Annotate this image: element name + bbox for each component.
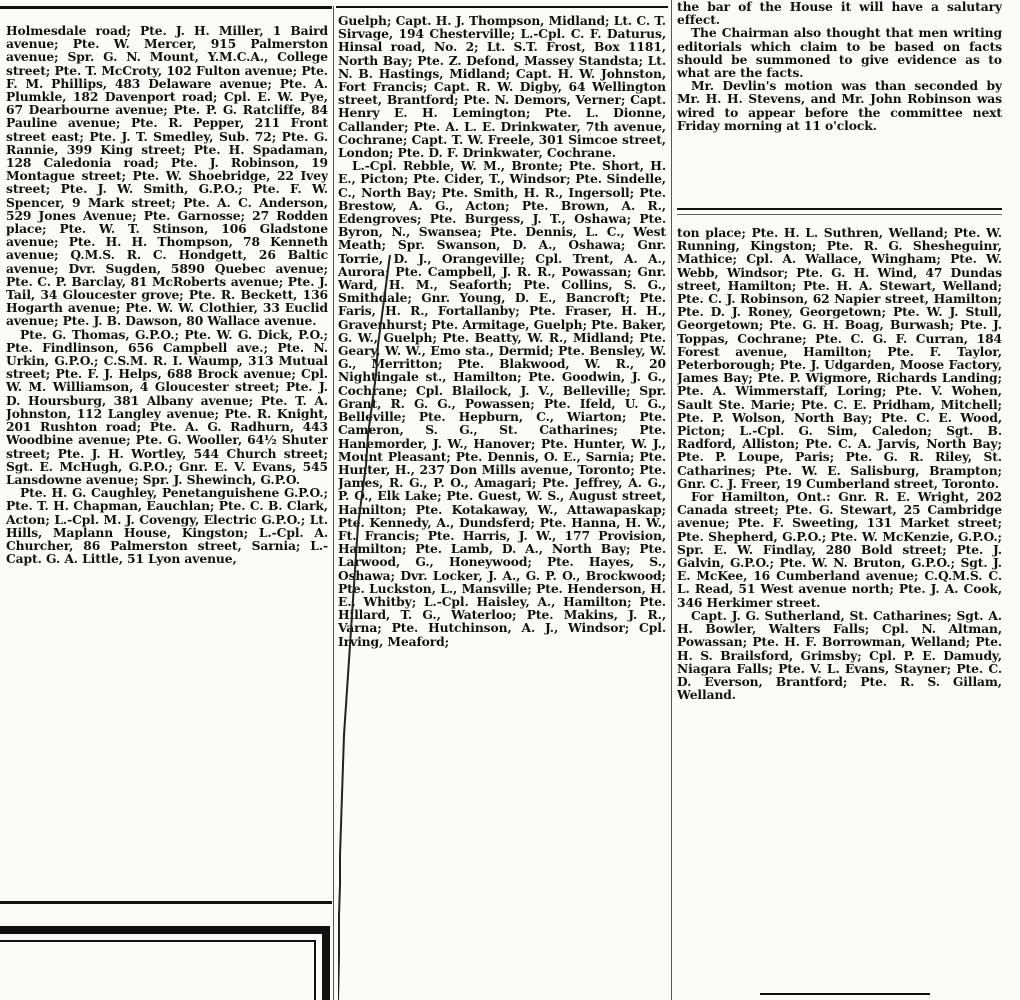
col3-bottom-paragraph-2: For Hamilton, Ont.: Gnr. R. E. Wright, 202 Canada street; Pte. G. Stewart, 25 Cambridge avenue; Pte. F. Sweeting, 131 Market street; Pte. Shepherd, G.P.O.; Pte. W. McKenzie, G.P.O.; Spr. E. W. Findlay, 280 Bold street; Pte. J. Galvin, G.P.O.; Pte. W. N. Bruton, G.P.O.; Sgt. J. E. McKee, 16 Cumberland avenue; C.Q.M.S. C. L. Read, 51 West avenue north; Pte. J. A. Cook, 346 Herkimer street.: [677, 489, 1002, 610]
col3-top-paragraph-2: The Chairman also thought that men writing editorials which claim to be based on facts should be summoned to give evidence as to what are the facts.: [677, 25, 1002, 81]
col3-bottom-paragraph-3: Capt. J. G. Sutherland, St. Catharines; Sgt. A. H. Bowler, Walters Falls; Cpl. N. Altman, Powassan; Pte. H. F. Borrowman, Welland; Pte. H. S. Brailsford, Grimsby; Cpl. P. E. Damudy, Niagara Falls; Pte. V. L. Evans, Stayner; Pte. C. D. Everson, Brantford; Pte. R. S. Gillam, Welland.: [677, 607, 1002, 703]
frame-corner-inner-top: [0, 940, 316, 942]
frame-corner-inner-side: [314, 940, 316, 1000]
col3-top-paragraph-1: the bar of the House it will have a salutary effect.: [677, 0, 1002, 28]
column-3-end-rule: [760, 993, 930, 995]
col2-paragraph-1: Guelph; Capt. H. J. Thompson, Midland; Lt. C. T. Sirvage, 194 Chesterville; L.-Cpl. C. F. Daturus, Hinsal road, No. 2; Lt. S.T. Frost, Box 1181, North Bay; Pte. Z. Defond, Massey Standsta; Lt. N. B. Hastings, Midland; Capt. H. W. Johnston, Fort Francis; Capt. R. W. Digby, 64 Wellington street, Brantford; Pte. N. Demors, Verner; Capt. Henry E. H. Lemington; Pte. L. Dionne, Callander; Pte. A. L. E. Drinkwater, 7th avenue, Cochrane; Capt. T. W. Freele, 301 Simcoe street, London; Pte. D. F. Drinkwater, Cochrane.: [338, 14, 666, 161]
frame-corner-top: [0, 926, 330, 934]
col1-paragraph-1: Holmesdale road; Pte. J. H. Miller, 1 Baird avenue; Pte. W. Mercer, 915 Palmerston avenue; Spr. G. N. Mount, Y.M.C.A., College street; Pte. T. McCroty, 102 Fulton avenue; Pte. F. M. Phillips, 483 Delaware avenue; Pte. A. Plumkle, 182 Davenport road; Cpl. E. W. Pye, 67 Dearbourne avenue; Pte. P. G. Ratcliffe, 84 Pauline avenue; Pte. R. Pepper, 211 Front street east; Pte. J. T. Smedley, Sub. 72; Pte. G. Rannie, 399 King street; Pte. H. Spadaman, 128 Caledonia road; Pte. J. Robinson, 19 Montague street; Pte. W. Shoebridge, 22 Ivey street; Pte. J. W. Smith, G.P.O.; Pte. F. W. Spencer, 9 Mark street; Pte. A. C. Anderson, 529 Jones Avenue; Pte. Garnosse; 27 Rodden place; Pte. W. T. Stinson, 106 Gladstone avenue; Pte. H. H. Thompson, 78 Kenneth avenue; Q.M.S. R. C. Hondgett, 26 Baltic avenue; Dvr. Sugden, 5890 Quebec avenue; Pte. C. P. Barclay, 81 McRoberts avenue; Pte. J. Tail, 34 Gloucester grove; Pte. R. Beckett, 136 Hogarth avenue; Pte. W. W. Clothier, 33 Euclid avenue; Pte. J. B. Dawson, 80 Wallace avenue.: [6, 24, 328, 329]
column-3-section-rule-2: [677, 214, 1002, 215]
column-1: [6, 24, 328, 896]
frame-corner-side: [322, 926, 330, 1000]
col3-bottom-paragraph-1: ton place; Pte. H. L. Suthren, Welland; Pte. W. Running, Kingston; Pte. R. G. Shesheguinr, Mathice; Cpl. A. Wallace, Wingham; Pte. W. Webb, Windsor; Pte. G. H. Wind, 47 Dundas street, Hamilton; Pte. H. A. Stewart, Welland; Pte. C. J. Robinson, 62 Napier street, Hamilton; Pte. D. J. Roney, Georgetown; Pte. W. J. Stull, Georgetown; Pte. G. H. Boag, Burwash; Pte. J. Toppas, Cochrane; Pte. C. G. F. Curran, 184 Forest avenue, Hamilton; Pte. F. Taylor, Peterborough; Pte. J. Udgarden, Moose Factory, James Bay; Pte. P. Wigmore, Richards Landing; Pte. A. Wimmerstaff, Loring; Pte. V. Wohen, Sault Ste. Marie; Pte. C. E. Pridham, Mitchell; Pte. P. Wolson, North Bay; Pte. C. E. Wood, Picton; L.-Cpl. G. Sim, Caledon; Sgt. B. Radford, Alliston; Pte. C. A. Jarvis, North Bay; Pte. P. Loupe, Paris; Pte. G. R. Riley, St. Catharines; Pte. W. E. Salisburg, Brampton; Gnr. C. J. Freer, 19 Cumberland street, Toronto.: [677, 226, 1002, 491]
col3-top-paragraph-3: Mr. Devlin's motion was than seconded by Mr. H. H. Stevens, and Mr. John Robinson was wired to appear before the committee next Friday morning at 11 o'clock.: [677, 78, 1002, 133]
col1-paragraph-2: Pte. G. Thomas, G.P.O.; Pte. W. G. Dick, P.O.; Pte. Findlinson, 656 Campbell ave.; Pte. N. Urkin, G.P.O.; C.S.M. R. I. Waump, 313 Mutual street; Pte. F. J. Helps, 688 Brock avenue; Cpl. W. M. Williamson, 4 Gloucester street; Pte. J. D. Hoursburg, 381 Albany avenue; Pte. T. A. Johnston, 112 Langley avenue; Pte. R. Knight, 201 Rushton road; Pte. A. G. Radhurn, 443 Woodbine avenue; Pte. G. Wooller, 64½ Shuter street; Pte. J. H. Wortley, 544 Church street; Sgt. E. McHugh, G.P.O.; Gnr. E. V. Evans, 545 Lansdowne avenue; Spr. J. Shewinch, G.P.O.: [6, 326, 328, 487]
col1-paragraph-3: Pte. H. G. Caughley, Penetanguishene G.P.O.; Pte. T. H. Chapman, Eauchlan; Pte. C. B. Clark, Acton; L.-Cpl. M. J. Covengy, Electric G.P.O.; Lt. Hills, Maplann House, Kingston; L.-Cpl. A. Churcher, 86 Palmerston street, Sarnia; L.-Capt. G. A. Little, 51 Lyon avenue,: [6, 485, 328, 567]
top-rule-middle: [336, 6, 668, 8]
column-3-top: [677, 0, 1002, 188]
column-3-section-rule: [677, 208, 1002, 210]
column-divider-2: [671, 0, 672, 1000]
col2-paragraph-2: L.-Cpl. Rebble, W. M., Bronte; Pte. Short, H. E., Picton; Pte. Cider, T., Windsor; Pte. Sindelle, C., North Bay; Pte. Smith, H. R., Ingersoll; Pte. Brestow, A. G., Acton; Pte. Brown, A. R., Edengroves; Pte. Burgess, J. T., Oshawa; Pte. Byron, N., Swansea; Pte. Dennis, L. C., West Meath; Spr. Swanson, D. A., Oshawa; Gnr. Torrie, D. J., Orangeville; Cpl. Trent, A. A., Aurora; Pte. Campbell, J. R. R., Powassan; Gnr. Ward, H. M., Seaforth; Pte. Collins, S. G., Smithdale; Gnr. Young, D. E., Bancroft; Pte. Faris, H. R., Fortallanby; Pte. Fraser, H. H., Gravenhurst; Pte. Armitage, Guelph; Pte. Baker, G. W., Guelph; Pte. Beatty, W. R., Midland; Pte. Geary, W. W., Emo sta., Dermid; Pte. Bensley, W. G., Merritton; Pte. Blakwood, W. R., 20 Nightingale st., Hamilton; Pte. Goodwin, J. G., Cochrane; Cpl. Blailock, J. V., Belleville; Spr. Grant, R. G. G., Powassen; Pte. Ifeld, U. G., Belleville; Pte. Hepburn, C., Wiarton; Pte. Cameron, S. G., St. Catharines; Pte. Hanemorder, J. W., Hanover; Pte. Hunter, W. J., Mount Pleasant; Pte. Dennis, O. E., Sarnia; Pte. Hunter, H., 237 Don Mills avenue, Toronto; Pte. James, R. G., P. O., Amagari; Pte. Jeffrey, A. G., P. O., Elk Lake; Pte. Guest, W. S., August street, Hamilton; Pte. Kotakaway, W., Attawapaskap; Pte. Kennedy, A., Dundsferd; Pte. Hanna, H. W., Ft. Francis; Pte. Harris, J. W., 177 Provision, Hamilton; Pte. Lamb, D. A., North Bay; Pte. Larwood, G., Honeywood; Pte. Hayes, S., Oshawa; Dvr. Locker, J. A., G. P. O., Brockwood; Pte. Luckston, L., Mansville; Pte. Henderson, H. E., Whitby; L.-Cpl. Haisley, A., Hamilton; Pte. Hillard, T. G., Waterloo; Pte. Makins, J. R., Varna; Pte. Hutchinson, A. J., Windsor; Cpl. Irving, Meaford;: [338, 158, 666, 649]
column-1-end-rule: [0, 901, 332, 904]
column-3-bottom: [677, 226, 1002, 988]
paper-tear-line: [338, 255, 418, 1000]
top-rule-left: [0, 6, 332, 9]
column-divider-1: [333, 6, 334, 1000]
